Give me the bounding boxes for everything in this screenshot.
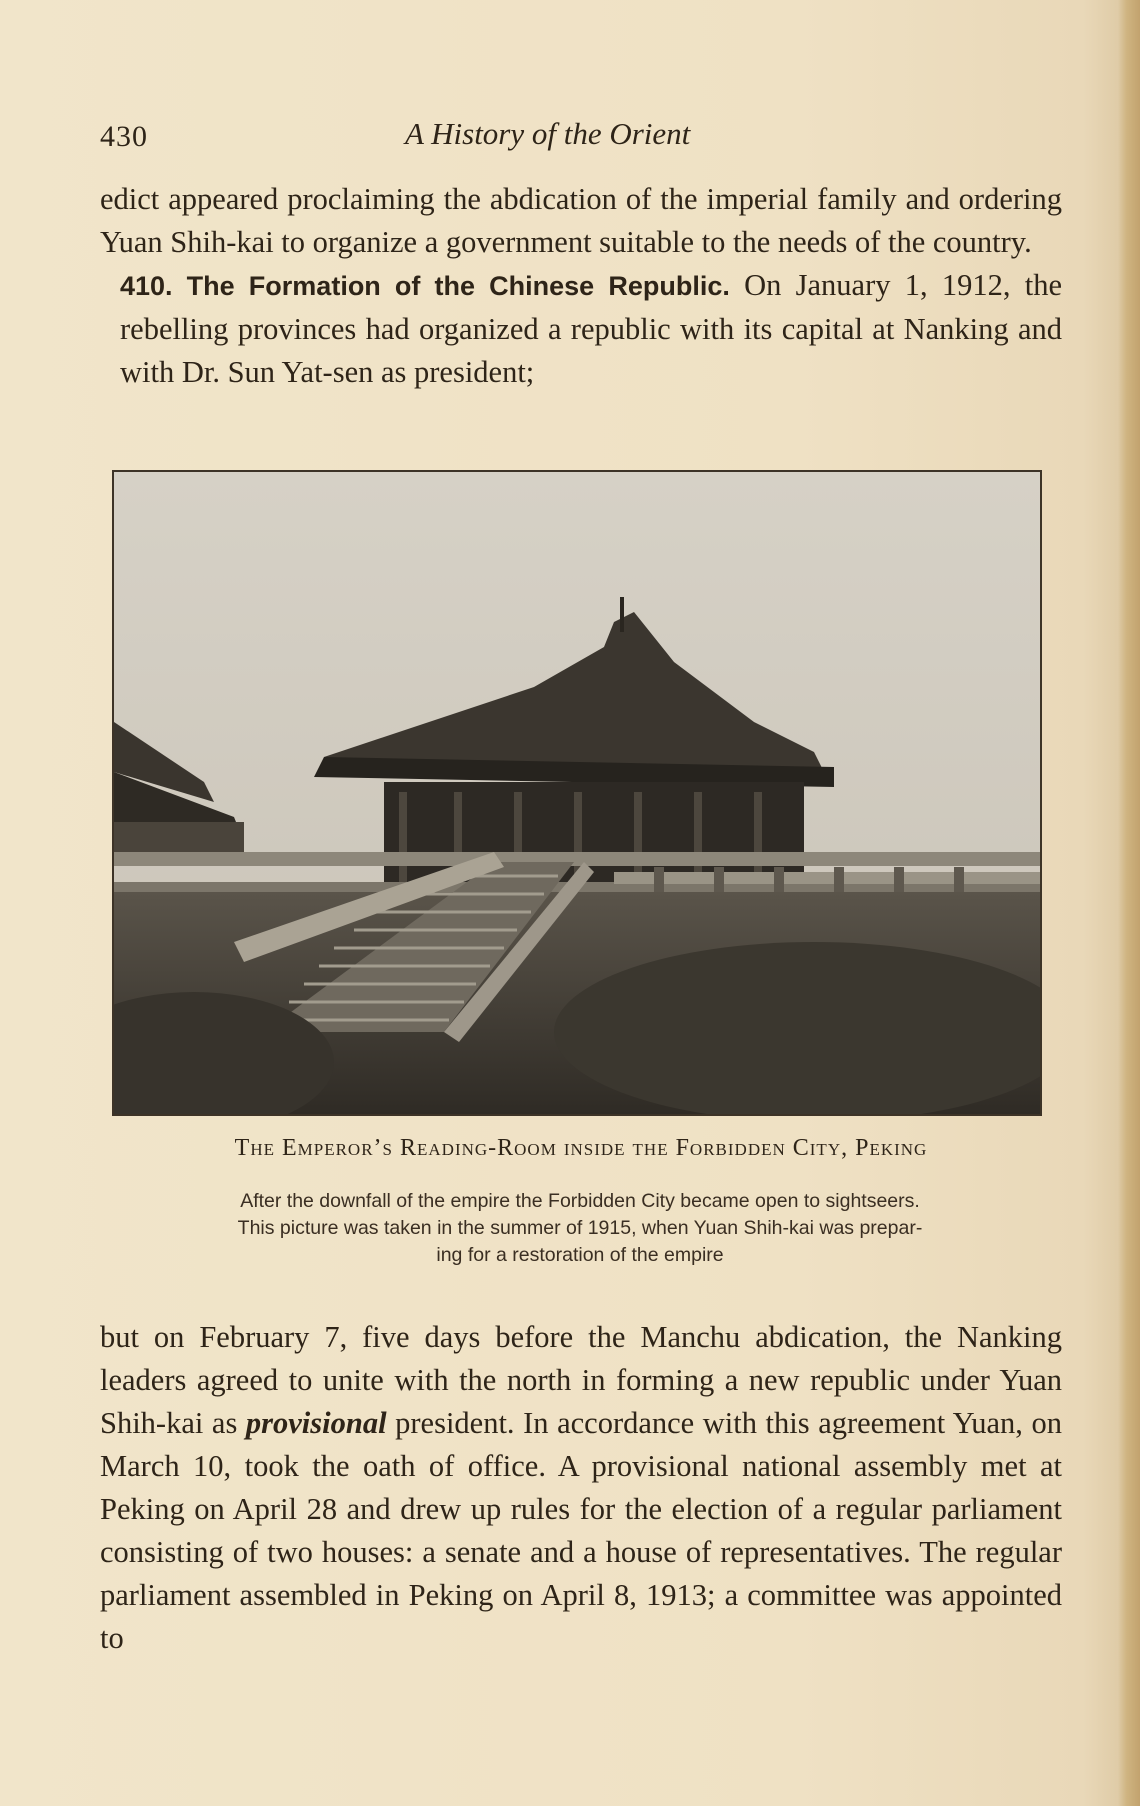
page-header (100, 112, 1060, 158)
figure-caption-title: The Emperor’s Reading-Room inside the Forbidden City, Peking (234, 1135, 928, 1161)
section-text: On January 1, 1912, the rebelling provinces had organized a republic with its capital at Nanking and with Dr. Sun Yat-sen as president; (120, 268, 1062, 389)
photograph-illustration (114, 472, 1040, 1114)
body-text-top (100, 178, 1062, 394)
figure-caption-body (130, 1188, 1030, 1269)
paragraph-bottom (100, 1316, 1062, 1660)
section-heading: 410. The Formation of the Chinese Republic. (120, 271, 730, 301)
paragraph-bottom-part2: president. In accordance with this agreement Yuan, on March 10, took the oath of office. A provisional national assembly met at Peking on April 28 and drew up rules for the election of a regular parliament consisting of two houses: a senate and a house of representatives. The regular parliament assembled in Peking on April 8, 1913; a committee was appointed to (100, 1406, 1062, 1655)
photograph-emperor-reading-room (112, 470, 1042, 1116)
section-paragraph (100, 264, 1062, 394)
caption-line: This picture was taken in the summer of 1915, when Yuan Shih-kai was prepar- (237, 1217, 923, 1239)
caption-line: After the downfall of the empire the Forbidden City became open to sightseers. (240, 1190, 920, 1212)
page-edge-shadow (1118, 0, 1140, 1806)
page-number: 430 (100, 120, 148, 153)
paragraph-top: edict appeared proclaiming the abdication of the imperial family and ordering Yuan Shih-kai to organize a government suitable to the needs of the country. (100, 182, 1062, 259)
caption-line: ing for a restoration of the empire (436, 1244, 724, 1266)
running-title: A History of the Orient (405, 116, 691, 151)
body-text-bottom (100, 1316, 1062, 1660)
emphasis-provisional: provisional (245, 1406, 387, 1440)
paragraph-bottom-part1: but on February 7, five days before the Manchu abdication, the Nanking leaders agreed to unite with the north in forming a new republic under Yuan Shih-kai as (100, 1320, 1062, 1440)
